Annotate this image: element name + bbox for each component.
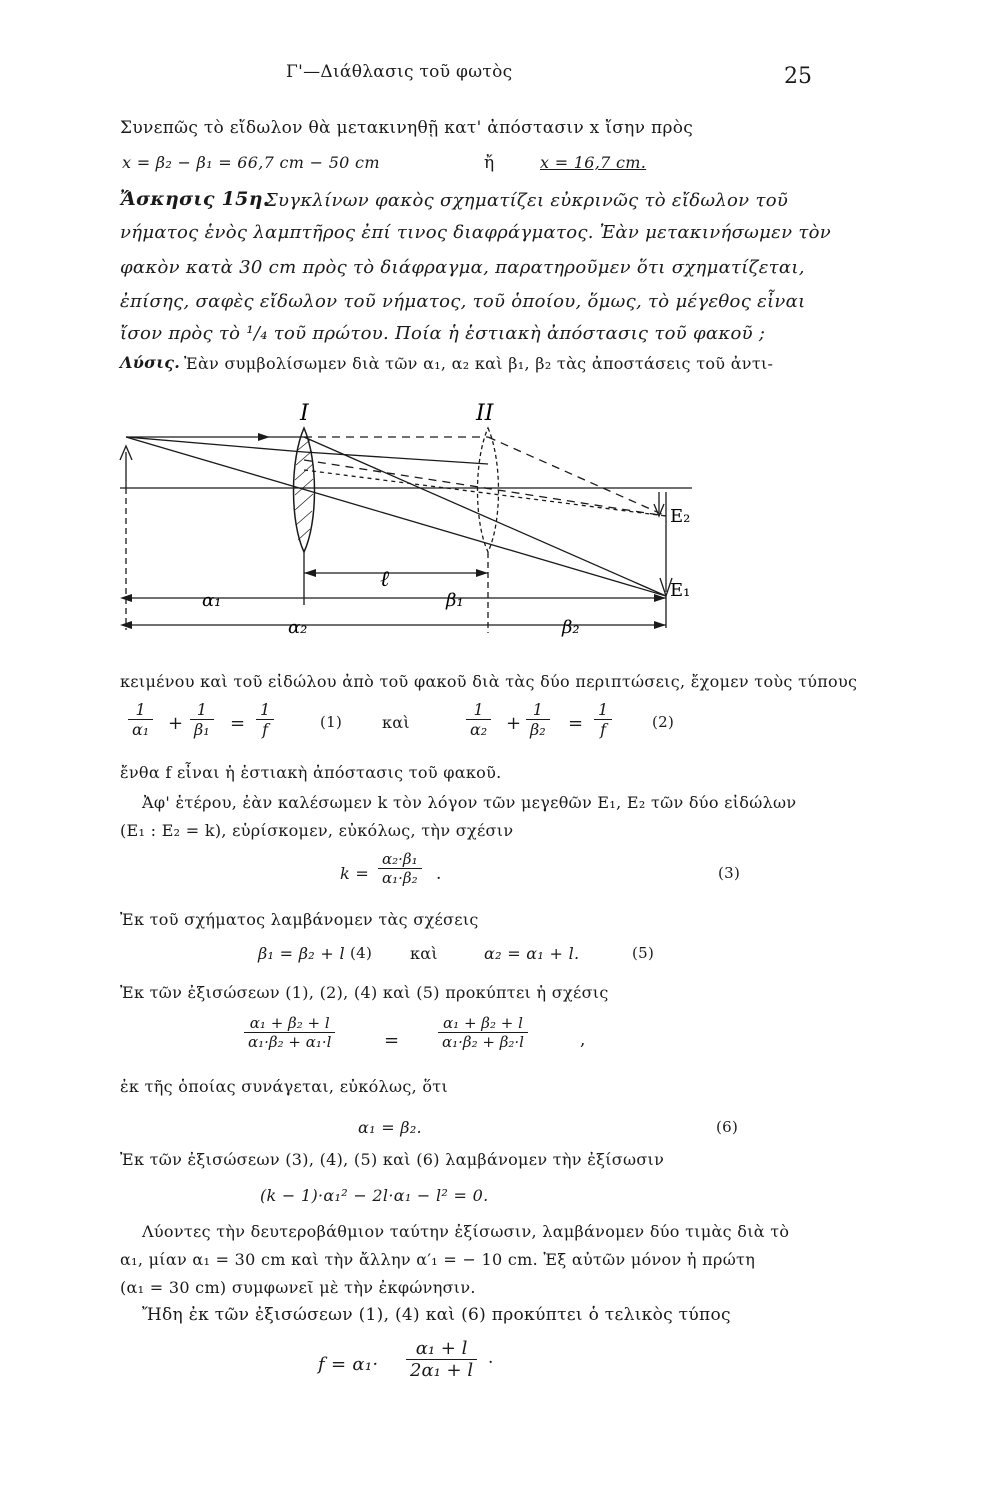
- eq-big-equals: =: [384, 1030, 400, 1051]
- eq-quadratic: (k − 1)·α₁² − 2l·α₁ − l² = 0.: [260, 1186, 489, 1205]
- lens-2-label: II: [476, 401, 494, 426]
- text-ratio: Ἀφ' ἑτέρου, ἐὰν καλέσωμεν k τὸν λόγον τῶν μεγεθῶν E₁, E₂ τῶν δύο εἰδώλων: [142, 793, 797, 812]
- lens-1-label: I: [300, 401, 309, 426]
- eq5-tag: (5): [632, 944, 655, 962]
- text-next: Ἐκ τῶν ἐξισώσεων (3), (4), (5) καὶ (6) λαμβάνομεν τὴν ἐξίσωσιν: [120, 1150, 665, 1169]
- intro-result: x = 16,7 cm.: [540, 153, 647, 172]
- eq-final-lhs: f = α₁·: [318, 1354, 379, 1375]
- page-number: 25: [784, 64, 812, 89]
- dimension-a2-label: α₂: [288, 617, 308, 638]
- ray-to-lens-2: [304, 452, 488, 464]
- eq6-tag: (6): [716, 1118, 739, 1136]
- intro-or: ἤ: [484, 153, 495, 173]
- solution-label: Λύσις.: [120, 353, 181, 372]
- dimension-b2-label: β₂: [562, 617, 580, 638]
- eq2-tag: (2): [652, 713, 675, 731]
- eq1-tag: (1): [320, 713, 343, 731]
- text-ratio-2: (E₁ : E₂ = k), εὑρίσκομεν, εὐκόλως, τὴν σχέσιν: [120, 821, 514, 840]
- exercise-line: νήματος ἑνὸς λαμπτῆρος ἐπί τινος διαφράγματος. Ἐὰν μετακινήσωμεν τὸν: [120, 222, 832, 243]
- eq3-frac: $\frac{\text{α₂·β₁}}{\text{α₁·β₂}}$: [378, 850, 422, 887]
- lens-2: [478, 428, 499, 552]
- solution-line: κειμένου καὶ τοῦ εἰδώλου ἀπὸ τοῦ φακοῦ διὰ τὰς δύο περιπτώσεις, ἔχομεν τοὺς τύπους: [120, 672, 858, 691]
- eq-big-frac-1: $\frac{\text{α₁ + β₂ + l}}{\text{α₁·β₂ + α₁·l}}$: [244, 1014, 335, 1051]
- eq4-expr: β₁ = β₂ + l: [258, 944, 345, 963]
- exercise-line: Συγκλίνων φακὸς σχηματίζει εὐκρινῶς τὸ εἴδωλον τοῦ: [265, 190, 789, 211]
- exercise-line: ἴσον πρὸς τὸ ¹/₄ τοῦ πρώτου. Ποία ἡ ἑστιακὴ ἀπόστασις τοῦ φακοῦ ;: [120, 323, 766, 344]
- text-combine: Ἐκ τῶν ἐξισώσεων (1), (2), (4) καὶ (5) προκύπτει ἡ σχέσις: [120, 983, 609, 1002]
- eq-and: καὶ: [382, 713, 410, 732]
- eq4-and: καὶ: [410, 944, 438, 963]
- exercise-label: Ἄσκησις 15η.: [120, 188, 270, 210]
- eq2-plus: +: [506, 713, 522, 734]
- intro-line: Συνεπῶς τὸ εἴδωλον θὰ μετακινηθῇ κατ' ἀπόστασιν x ἴσην πρὸς: [120, 118, 694, 138]
- eq1-plus: +: [168, 713, 184, 734]
- running-header: Γ'—Διάθλασις τοῦ φωτὸς: [286, 62, 513, 82]
- text-figure: Ἐκ τοῦ σχήματος λαμβάνομεν τὰς σχέσεις: [120, 910, 479, 929]
- solution-line: Ἐὰν συμβολίσωμεν διὰ τῶν α₁, α₂ καὶ β₁, β₂ τὰς ἀποστάσεις τοῦ ἀντι-: [184, 354, 774, 373]
- exercise-line: φακὸν κατὰ 30 cm πρὸς τὸ διάφραγμα, παρατηροῦμεν ὅτι σχηματίζεται,: [120, 257, 805, 278]
- exercise-line: ἐπίσης, σαφὲς εἴδωλον τοῦ νήματος, τοῦ ὁποίου, ὅμως, τὸ μέγεθος εἶναι: [120, 291, 806, 312]
- lens-diagram: [0, 0, 987, 660]
- text-solve-2: α₁, μίαν α₁ = 30 cm καὶ τὴν ἄλλην α′₁ = − 10 cm. Ἐξ αὐτῶν μόνον ἡ πρώτη: [120, 1250, 756, 1269]
- intro-equation: x = β₂ − β₁ = 66,7 cm − 50 cm: [122, 153, 380, 172]
- eq-big-frac-2: $\frac{\text{α₁ + β₂ + l}}{\text{α₁·β₂ + β₂·l}}$: [438, 1014, 528, 1051]
- eq3-tag: (3): [718, 864, 741, 882]
- text-solve: Λύοντες τὴν δευτεροβάθμιον ταύτην ἐξίσωσιν, λαμβάνομεν δύο τιμὰς διὰ τὸ: [142, 1222, 790, 1241]
- text-conclude: ἐκ τῆς ὁποίας συνάγεται, εὐκόλως, ὅτι: [120, 1077, 449, 1096]
- eq2-equals: =: [568, 713, 584, 734]
- eq3-dot: .: [436, 864, 442, 884]
- eq1-equals: =: [230, 713, 246, 734]
- dimension-l-label: ℓ: [380, 567, 390, 592]
- ray-center-1: [126, 437, 666, 596]
- eq2-frac-3: $\frac{1}{f}$: [594, 700, 612, 739]
- eq1-frac-2: $\frac{1}{\text{β₁}}$: [190, 700, 214, 739]
- image-e1-label: E₁: [670, 580, 691, 601]
- eq1-frac-1: $\frac{1}{\text{α₁}}$: [128, 700, 153, 739]
- eq-final-frac: $\frac{\text{α₁ + l}}{\text{2α₁ + l}}$: [406, 1338, 477, 1381]
- eq-big-comma: ,: [580, 1030, 586, 1050]
- eq6-expr: α₁ = β₂.: [358, 1118, 422, 1137]
- eq2-frac-2: $\frac{1}{\text{β₂}}$: [526, 700, 550, 739]
- dimension-a1-label: α₁: [202, 590, 222, 611]
- image-e2-label: E₂: [670, 506, 691, 527]
- eq3-lhs: k =: [340, 864, 370, 883]
- eq1-frac-3: $\frac{1}{f}$: [256, 700, 274, 739]
- text-solve-3: (α₁ = 30 cm) συμφωνεῖ μὲ τὴν ἐκφώνησιν.: [120, 1278, 476, 1297]
- text-focal: ἔνθα f εἶναι ἡ ἑστιακὴ ἀπόστασις τοῦ φακοῦ.: [120, 763, 502, 782]
- eq5-expr: α₂ = α₁ + l.: [484, 944, 580, 963]
- dashed-ray-3: [304, 470, 666, 516]
- eq2-frac-1: $\frac{1}{\text{α₂}}$: [466, 700, 491, 739]
- text-final: Ἤδη ἐκ τῶν ἐξισώσεων (1), (4) καὶ (6) προκύπτει ὁ τελικὸς τύπος: [142, 1305, 731, 1325]
- eq-final-dot: .: [488, 1348, 494, 1368]
- dimension-b1-label: β₁: [446, 590, 464, 611]
- eq4-tag: (4): [350, 944, 373, 962]
